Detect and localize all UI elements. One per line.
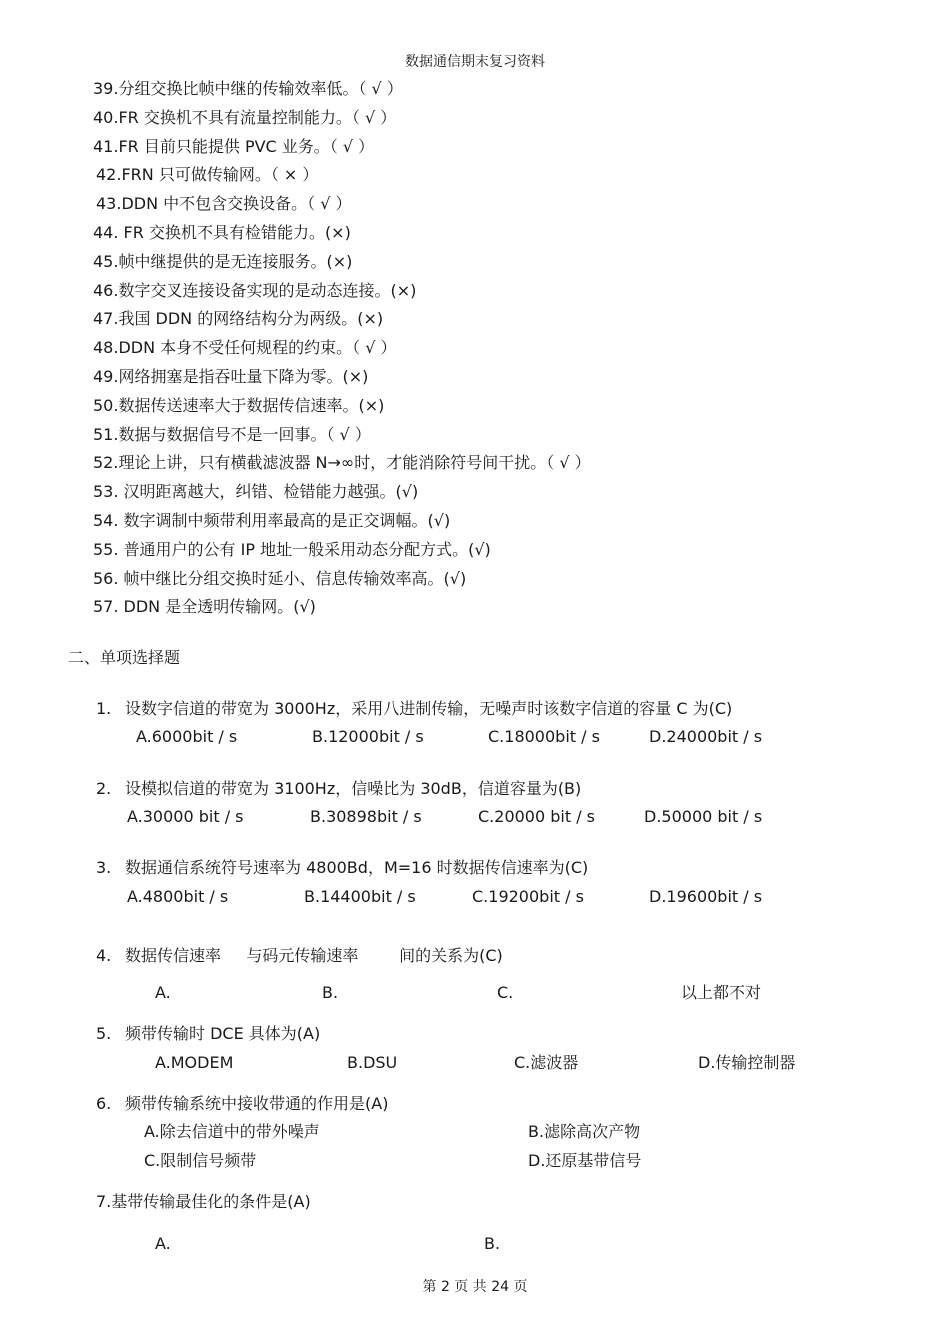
true-false-item: 44. FR 交换机不具有检错能力。(×) (93, 223, 351, 242)
option-a: A. (155, 1234, 171, 1253)
true-false-item: 40.FR 交换机不具有流量控制能力。（ √ ） (93, 108, 397, 127)
true-false-item: 47.我国 DDN 的网络结构分为两级。(×) (93, 309, 384, 328)
option-d: D.24000bit / s (649, 727, 763, 746)
question-number: 1. (96, 699, 112, 718)
option-b: B.DSU (347, 1053, 398, 1072)
true-false-item: 51.数据与数据信号不是一回事。（ √ ） (93, 425, 371, 444)
true-false-item: 52.理论上讲，只有横截滤波器 N→∞时，才能消除符号间干扰。（ √ ） (93, 453, 591, 472)
true-false-item: 49.网络拥塞是指吞吐量下降为零。(×) (93, 367, 369, 386)
page-header: 数据通信期末复习资料 (405, 54, 545, 70)
option-b: B.14400bit / s (304, 887, 416, 906)
page-footer: 第 2 页 共 24 页 (422, 1279, 528, 1295)
option-d: D.19600bit / s (649, 887, 763, 906)
true-false-item: 50.数据传送速率大于数据传信速率。(×) (93, 396, 385, 415)
option-a: A.除去信道中的带外噪声 (144, 1122, 320, 1141)
true-false-item: 46.数字交叉连接设备实现的是动态连接。(×) (93, 281, 417, 300)
question-text: 设数字信道的带宽为 3000Hz，采用八进制传输，无噪声时该数字信道的容量 C 为(C) (125, 699, 733, 718)
true-false-item: 55. 普通用户的公有 IP 地址一般采用动态分配方式。(√) (93, 540, 491, 559)
true-false-item: 45.帧中继提供的是无连接服务。(×) (93, 252, 353, 271)
option-a: A. (155, 983, 171, 1002)
option-d: 以上都不对 (681, 983, 762, 1002)
option-b: B. (484, 1234, 501, 1253)
true-false-item: 56. 帧中继比分组交换时延小、信息传输效率高。(√) (93, 569, 467, 588)
question-text: 数据通信系统符号速率为 4800Bd，M=16 时数据传信速率为(C) (125, 858, 589, 877)
option-c: C.19200bit / s (472, 887, 584, 906)
option-a: A.6000bit / s (136, 727, 238, 746)
question-number: 5. (96, 1024, 112, 1043)
question-number: 3. (96, 858, 112, 877)
option-c: C.滤波器 (514, 1053, 579, 1072)
question-text: 数据传信速率 与码元传输速率 间的关系为(C) (125, 946, 503, 965)
question-number: 4. (96, 946, 112, 965)
question-text: 频带传输系统中接收带通的作用是(A) (125, 1094, 389, 1113)
option-a: A.30000 bit / s (127, 807, 244, 826)
option-a: A.MODEM (155, 1053, 234, 1072)
question-5 (96, 1023, 320, 1045)
question-1 (96, 698, 732, 720)
option-b: B.滤除高次产物 (528, 1122, 641, 1141)
option-b: B. (322, 983, 339, 1002)
option-a: A.4800bit / s (127, 887, 229, 906)
true-false-item: 53. 汉明距离越大，纠错、检错能力越强。(√) (93, 482, 419, 501)
true-false-item: 54. 数字调制中频带利用率最高的是正交调幅。(√) (93, 511, 451, 530)
question-7 (96, 1191, 311, 1213)
question-number: 6. (96, 1094, 112, 1113)
option-c: C. (497, 983, 514, 1002)
question-text: 7.基带传输最佳化的条件是(A) (96, 1192, 311, 1211)
question-4 (96, 945, 503, 967)
question-number: 2. (96, 779, 112, 798)
section-title: 二、单项选择题 (68, 648, 181, 667)
question-6 (96, 1093, 388, 1115)
true-false-item: 57. DDN 是全透明传输网。(√) (93, 597, 316, 616)
question-text: 设模拟信道的带宽为 3100Hz，信噪比为 30dB，信道容量为(B) (125, 779, 582, 798)
question-2 (96, 778, 581, 800)
option-b: B.12000bit / s (312, 727, 424, 746)
true-false-item: 39.分组交换比帧中继的传输效率低。（ √ ） (93, 79, 403, 98)
question-text: 频带传输时 DCE 具体为(A) (125, 1024, 321, 1043)
option-d: D.传输控制器 (698, 1053, 796, 1072)
question-3 (96, 857, 588, 879)
true-false-item: 43.DDN 中不包含交换设备。（ √ ） (96, 194, 352, 213)
option-d: D.50000 bit / s (644, 807, 763, 826)
true-false-item: 48.DDN 本身不受任何规程的约束。（ √ ） (93, 338, 397, 357)
true-false-item: 41.FR 目前只能提供 PVC 业务。（ √ ） (93, 137, 375, 156)
option-d: D.还原基带信号 (528, 1151, 642, 1170)
option-c: C.限制信号频带 (144, 1151, 257, 1170)
option-c: C.20000 bit / s (478, 807, 596, 826)
true-false-item: 42.FRN 只可做传输网。（ × ） (96, 165, 319, 184)
option-b: B.30898bit / s (310, 807, 422, 826)
option-c: C.18000bit / s (488, 727, 600, 746)
